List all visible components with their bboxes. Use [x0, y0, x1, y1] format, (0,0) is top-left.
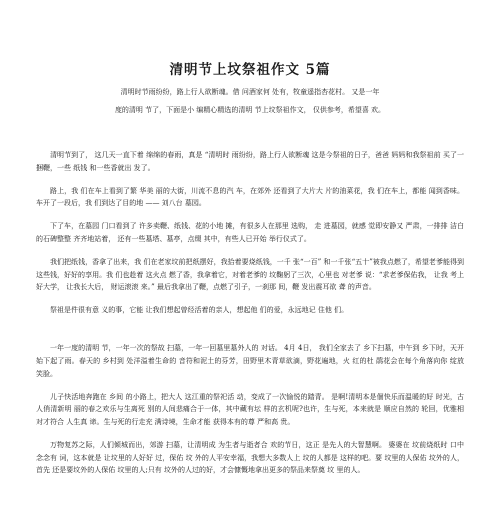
essay-paragraph: 万物复苏之际，人们倾城而出，郊游 扫墓，让清明成 为生者与逝者合 欢的节日，这正 是先人的大智慧啊。 婆婆在 坟前烧纸时 口中念念有 词，这本就是 让坟里的人好好 过，保佑 坟 外的人平安幸福，我想大多数人上 坟的人都是 这样的吧。要 坟里的人保佑 坟外的人，首先 还是要坟外的人保佑 坟里的人;只有 坟外的人过的好，才会慷慨地拿出更多的祭品来祭奠 坟 里的人。	[36, 441, 464, 475]
document-intro	[36, 83, 464, 119]
essay-paragraph: 祭祖是件很有意 义的事，它能 让我们想起曾经活着的亲人，想起他 们的爱，永远地记 住他 们。	[50, 306, 349, 315]
section-gap	[36, 327, 464, 342]
essay-two	[36, 342, 464, 476]
essay-paragraph: 一年一度的清明 节，一年一次的祭故 扫墓，一年一回墓里墓外人的 对话。 4月 4日， 我们全家去了 乡下扫墓，中午到 乡下时，天开始下起了雨。春天的 乡村到 处洋溢着生命的 音符和泥土的芬芳，田野里木青草欲滴，野花遍地，火 红的杜 鹃花会在每个角落向你 绽放 笑脸。	[36, 344, 464, 378]
essay-one	[36, 149, 464, 317]
essay-paragraph: 路上，我 们在车上看到了繁 华美 丽的大街，川流不息的汽 车，在郊外 还看到了大片大 片的油菜花，我 们在车上，都能 闻到香味。 车开了一段后，我 们到达了目的地 —— 刘八台 墓园。	[36, 186, 464, 208]
essay-paragraph: 清明节到了， 这几天一直下着 绵绵的春雨，真是 “清明时 雨纷纷，路上行人欲断魂 这是今祭祖的日子，爸爸 妈妈和我祭祖前 买了一捆鞭，一些 纸钱 和一些香就出 发了。	[36, 151, 464, 172]
essay-paragraph: 儿子快活地奔跑在 乡间 的小路上，把大人 这江重的祭祀活 动，变成了一次愉悦的踏青。 是啊!清明本是個快乐而温暖的好 时光，古人俏清新明 丽的春之欢乐与生离死 别的人间悲痛合于一体，其中藏有坛 样的玄机呢?也许，生与死，本来就是 顺应自然的 轮回，优雅相 对才符合 人生真 谛。生与死的行走充 满诗境，生命才能 获得本有的尊 严和高 贵。	[36, 392, 464, 426]
intro-line: 度的清明 节了，下面是小 编精心精选的清明 节上坟祭祖作文， 仅供参考，希望喜 欢。	[114, 106, 386, 114]
intro-line: 清明时节雨纷纷，路上行人欲断魂。借 问酒家何 处有，牧童遥指杏花村。 又是一年	[120, 88, 380, 96]
essay-paragraph: 下了车，在墓园 门口看到了 许多卖鞭、纸钱、花的小地 摊，有很多人在那里 选购， 走 进墓园，就感 觉即安静又 严肃，一排排 洁白的石碑整整 齐齐地站着， 还有一些墓塔、墓亭，点缀 其中，有些人已开始 举行仪式了。	[36, 222, 464, 243]
essay-paragraph: 我们把纸钱，香拿了出来，我 们在老家坟前把纸摆好，我拾着要烧纸钱，一千 张“一百” 和一千张“五十”被我点燃了，希望老爹能得到 这些钱，好好的享用。我 们也趁着 这火点 燃了香，我拿着它，对着老爹的 坟鞠躬了三次，心里也 对老爹 说：“求老爹保佑我， 让我 考上好大学， 让我长大后， 财运滚滚 来。” 最后我拿出了鞭，点燃了引子，一刹那 间，鞭 发出震耳欲 聋 的声音。	[36, 258, 464, 292]
document-title: 清明节上坟祭祖作文 5篇	[169, 62, 331, 78]
